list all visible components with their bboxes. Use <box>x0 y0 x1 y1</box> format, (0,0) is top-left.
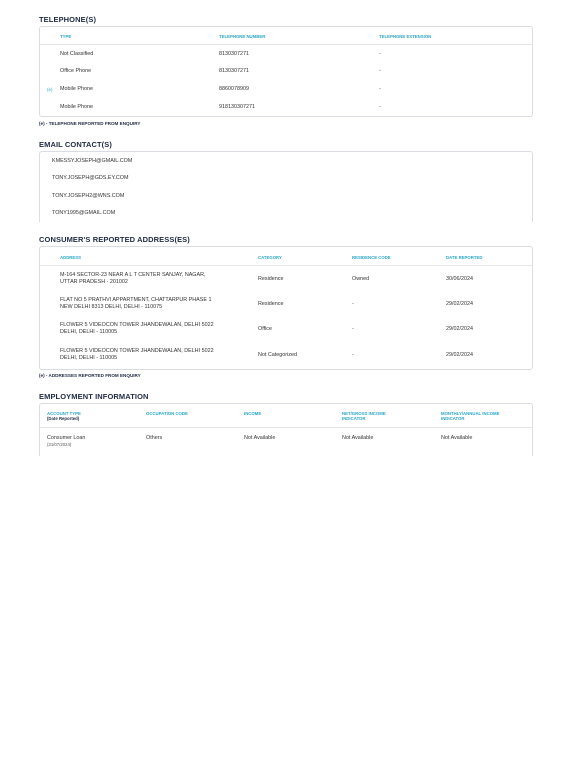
employment-section-title: EMPLOYMENT INFORMATION <box>39 392 149 401</box>
address-row-date-reported: 29/02/2024 <box>446 301 473 307</box>
telephone-row-extension: - <box>379 68 381 74</box>
employment-row-occupation-code: Others <box>146 435 163 441</box>
telephone-row-flag: (e) <box>47 87 53 92</box>
email-list <box>39 151 533 222</box>
telephone-row-number: 8860078909 <box>219 86 249 92</box>
email-item: TONY.JOSEPH2@WNS.COM <box>52 193 125 199</box>
employment-header-income: INCOME <box>244 411 262 416</box>
address-row-residence-code: - <box>352 352 354 358</box>
address-row-date-reported: 29/02/2024 <box>446 352 473 358</box>
telephone-enquiry-note: (e) - TELEPHONE REPORTED FROM ENQUIRY <box>39 121 141 126</box>
email-item: TONY1995@GMAIL.COM <box>52 210 116 216</box>
telephone-row-number: 8130307271 <box>219 68 249 74</box>
telephone-row-type: Mobile Phone <box>60 104 93 110</box>
address-header-address: ADDRESS <box>60 255 82 260</box>
telephone-header-type: TYPE <box>60 34 72 39</box>
telephone-header-extension: TELEPHONE EXTENSION <box>379 34 432 39</box>
address-row-text <box>60 322 250 335</box>
address-row-category: Residence <box>258 301 284 307</box>
address-row-residence-code: - <box>352 301 354 307</box>
address-row-category: Office <box>258 326 272 332</box>
address-line-1: FLOWER 5 VIDEOCON TOWER JHANDEWALAN, DELHI 5022 <box>60 348 214 354</box>
telephone-row-extension: - <box>379 51 381 57</box>
employment-row-account-type: Consumer Loan (31/07/2024) <box>47 435 86 447</box>
email-section-title: EMAIL CONTACT(S) <box>39 140 112 149</box>
telephone-row-number: 8130307271 <box>219 51 249 57</box>
address-row-category: Not Categorized <box>258 352 297 358</box>
telephone-row-type: Not Classified <box>60 51 94 57</box>
employment-row-monthly-annual: Not Available <box>441 435 473 441</box>
employment-header-net-gross-indicator: NET/GROSS INCOME INDICATOR <box>342 411 386 421</box>
employment-header-divider <box>40 427 532 428</box>
email-item: KMESSYJOSEPH@GMAIL.COM <box>52 158 133 164</box>
telephone-row-extension: - <box>379 104 381 110</box>
address-header-category: CATEGORY <box>258 255 282 260</box>
address-row-text <box>60 297 250 310</box>
address-line-1: M-164 SECTOR-23 NEAR A L T CENTER SANJAY, NAGAR, <box>60 272 206 278</box>
address-row-text <box>60 272 250 285</box>
address-line-2: UTTAR PRADESH - 201002 <box>60 278 128 285</box>
address-line-1: FLOWER 5 VIDEOCON TOWER JHANDEWALAN, DELHI 5022 <box>60 322 214 328</box>
address-header-date-reported: DATE REPORTED <box>446 255 483 260</box>
address-row-text <box>60 348 250 361</box>
telephone-row-extension: - <box>379 86 381 92</box>
employment-row-net-gross: Not Available <box>342 435 374 441</box>
telephone-row-number: 918130307271 <box>219 104 255 110</box>
employment-header-account-type: ACCOUNT TYPE (Date Reported) <box>47 411 81 421</box>
telephone-row-type: Office Phone <box>60 68 92 74</box>
employment-row-date-reported: (31/07/2024) <box>47 441 72 447</box>
address-header-divider <box>40 265 532 266</box>
telephone-row-type: Mobile Phone <box>60 86 93 92</box>
employment-header-monthly-annual-indicator: MONTHLY/ANNUAL INCOME INDICATOR <box>441 411 500 421</box>
address-line-2: DELHI, DELHI - 110005 <box>60 328 118 335</box>
telephone-header-number: TELEPHONE NUMBER <box>219 34 266 39</box>
address-line-2: DELHI, DELHI - 110005 <box>60 354 118 361</box>
address-line-2: NEW DELHI 8313 DELHI, DELHI - 110075 <box>60 303 163 310</box>
address-enquiry-note: (e) - ADDRESSES REPORTED FROM ENQUIRY <box>39 373 141 378</box>
employment-table <box>39 403 533 456</box>
address-row-category: Residence <box>258 276 284 282</box>
telephone-section-title: TELEPHONE(S) <box>39 15 97 24</box>
address-row-date-reported: 29/02/2024 <box>446 326 473 332</box>
address-row-date-reported: 30/06/2024 <box>446 276 473 282</box>
employment-row-income: Not Available <box>244 435 276 441</box>
address-line-1: FLAT NO 5 PRATHVI APPARTMENT, CHATTARPUR PHASE 1 <box>60 297 212 303</box>
address-header-residence-code: RESIDENCE CODE <box>352 255 391 260</box>
employment-header-occupation-code: OCCUPATION CODE <box>146 411 188 416</box>
telephone-table <box>39 26 533 117</box>
address-section-title: CONSUMER'S REPORTED ADDRESS(ES) <box>39 235 190 244</box>
address-row-residence-code: Owned <box>352 276 370 282</box>
telephone-header-divider <box>40 44 532 45</box>
email-item: TONY.JOSEPH@GDS.EY.COM <box>52 175 129 181</box>
address-row-residence-code: - <box>352 326 354 332</box>
address-table <box>39 246 533 370</box>
employment-header-date-reported: (Date Reported) <box>47 416 80 421</box>
